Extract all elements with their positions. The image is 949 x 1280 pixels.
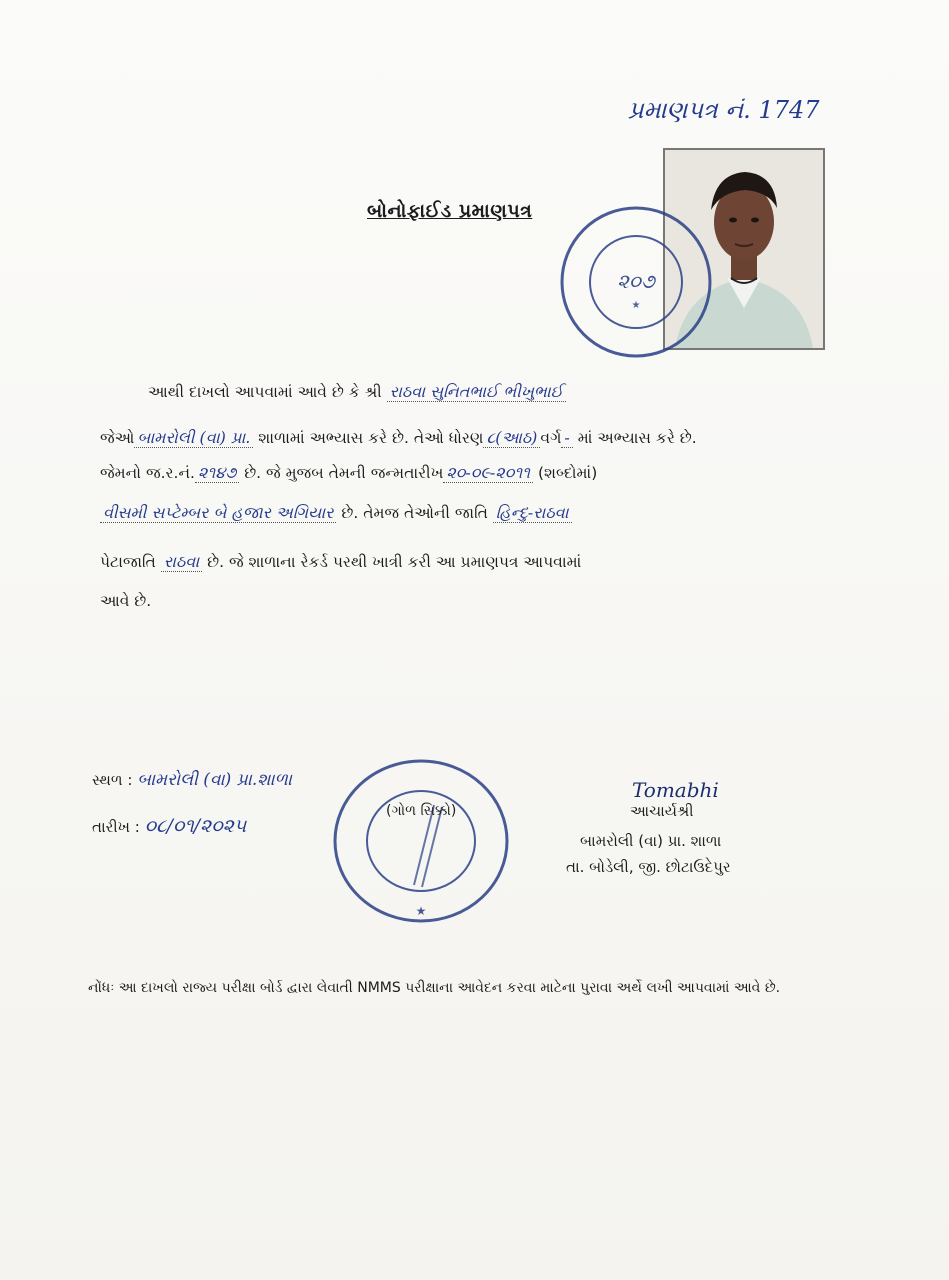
body-line-4 [100, 503, 572, 523]
line3-mid: છે. જે મુજબ તેમની જન્મતારીખ [244, 464, 444, 482]
dob-in-words: વીસમી સપ્ટેમ્બર બે હજાર અગિયાર [100, 503, 336, 523]
place-row [92, 770, 292, 790]
svg-text:★: ★ [415, 904, 427, 918]
body-line-2 [100, 428, 697, 448]
line6-text: આવે છે. [100, 592, 152, 610]
line2-suffix: માં અભ્યાસ કરે છે. [577, 429, 697, 447]
line3-prefix: જેમનો જ.ર.નં. [100, 464, 195, 482]
place-value: બામરોલી (વા) પ્રા.શાળા [137, 770, 292, 790]
principal-school: બામરોલી (વા) પ્રા. શાળા [580, 832, 722, 850]
page-title: બોનોફાઈડ પ્રમાણપત્ર [367, 200, 533, 222]
school-stamp-top [556, 202, 716, 362]
register-number: ૨૧૪૭ [195, 463, 239, 483]
line2-mid: શાળામાં અભ્યાસ કરે છે. તેઓ ધોરણ [258, 429, 484, 447]
school-name: બામરોલી (વા) પ્રા. [134, 428, 253, 448]
line2-prefix: જેઓ [100, 429, 135, 447]
principal-block [566, 778, 810, 876]
place-label: સ્થળ : [92, 771, 133, 789]
body-line-1 [148, 382, 566, 402]
date-row [92, 815, 246, 837]
body-line-3 [100, 463, 597, 483]
sub-caste-value: રાઠવા [161, 552, 202, 572]
school-stamp-bottom [330, 755, 512, 927]
line5-prefix: પેટાજાતિ [100, 553, 156, 571]
student-name: રાઠવા સુનિતભાઈ ભીખુભાઈ [387, 382, 566, 402]
body-line-6 [100, 592, 151, 611]
footnote: નોંધઃ આ દાખલો રાજ્ય પરીક્ષા બોર્ડ દ્વારા લેવાતી NMMS પરીક્ષાના આવેદન કરવા માટેના પુરાવા અર્થે લખી આપવામાં આવે છે. [88, 980, 781, 996]
line4-mid: છે. તેમજ તેઓની જાતિ [341, 504, 488, 522]
intro-text: આથી દાખલો આપવામાં આવે છે કે શ્રી [148, 383, 382, 401]
principal-title: આચાર્યશ્રી [630, 802, 694, 820]
body-line-5 [100, 552, 581, 572]
date-label: તારીખ : [92, 818, 140, 836]
principal-signature: Tomabhi [632, 778, 719, 802]
svg-text:૨૦૭: ૨૦૭ [617, 269, 655, 293]
date-value: ૦૮/૦૧/૨૦૨૫ [144, 815, 247, 837]
line3-suffix: (શબ્દોમાં) [537, 464, 598, 482]
division-value: - [561, 428, 572, 448]
svg-text:★: ★ [631, 300, 641, 311]
line5-suffix: છે. જે શાળાના રેકર્ડ પરથી ખાત્રી કરી આ પ્રમાણપત્ર આપવામાં [207, 553, 582, 571]
seal-label: (ગોળ સિક્કો) [386, 803, 457, 819]
varg-label: વર્ગ [540, 429, 562, 447]
principal-address: તા. બોડેલી, જી. છોટાઉદેપુર [566, 858, 731, 876]
date-of-birth: ૨૦-૦૯-૨૦૧૧ [443, 463, 533, 483]
caste-value: હિન્દુ-રાઠવા [493, 503, 572, 523]
standard-value: ૮(આઠ) [483, 428, 540, 448]
certificate-number: પ્રમાણપત્ર નં. 1747 [628, 96, 820, 124]
